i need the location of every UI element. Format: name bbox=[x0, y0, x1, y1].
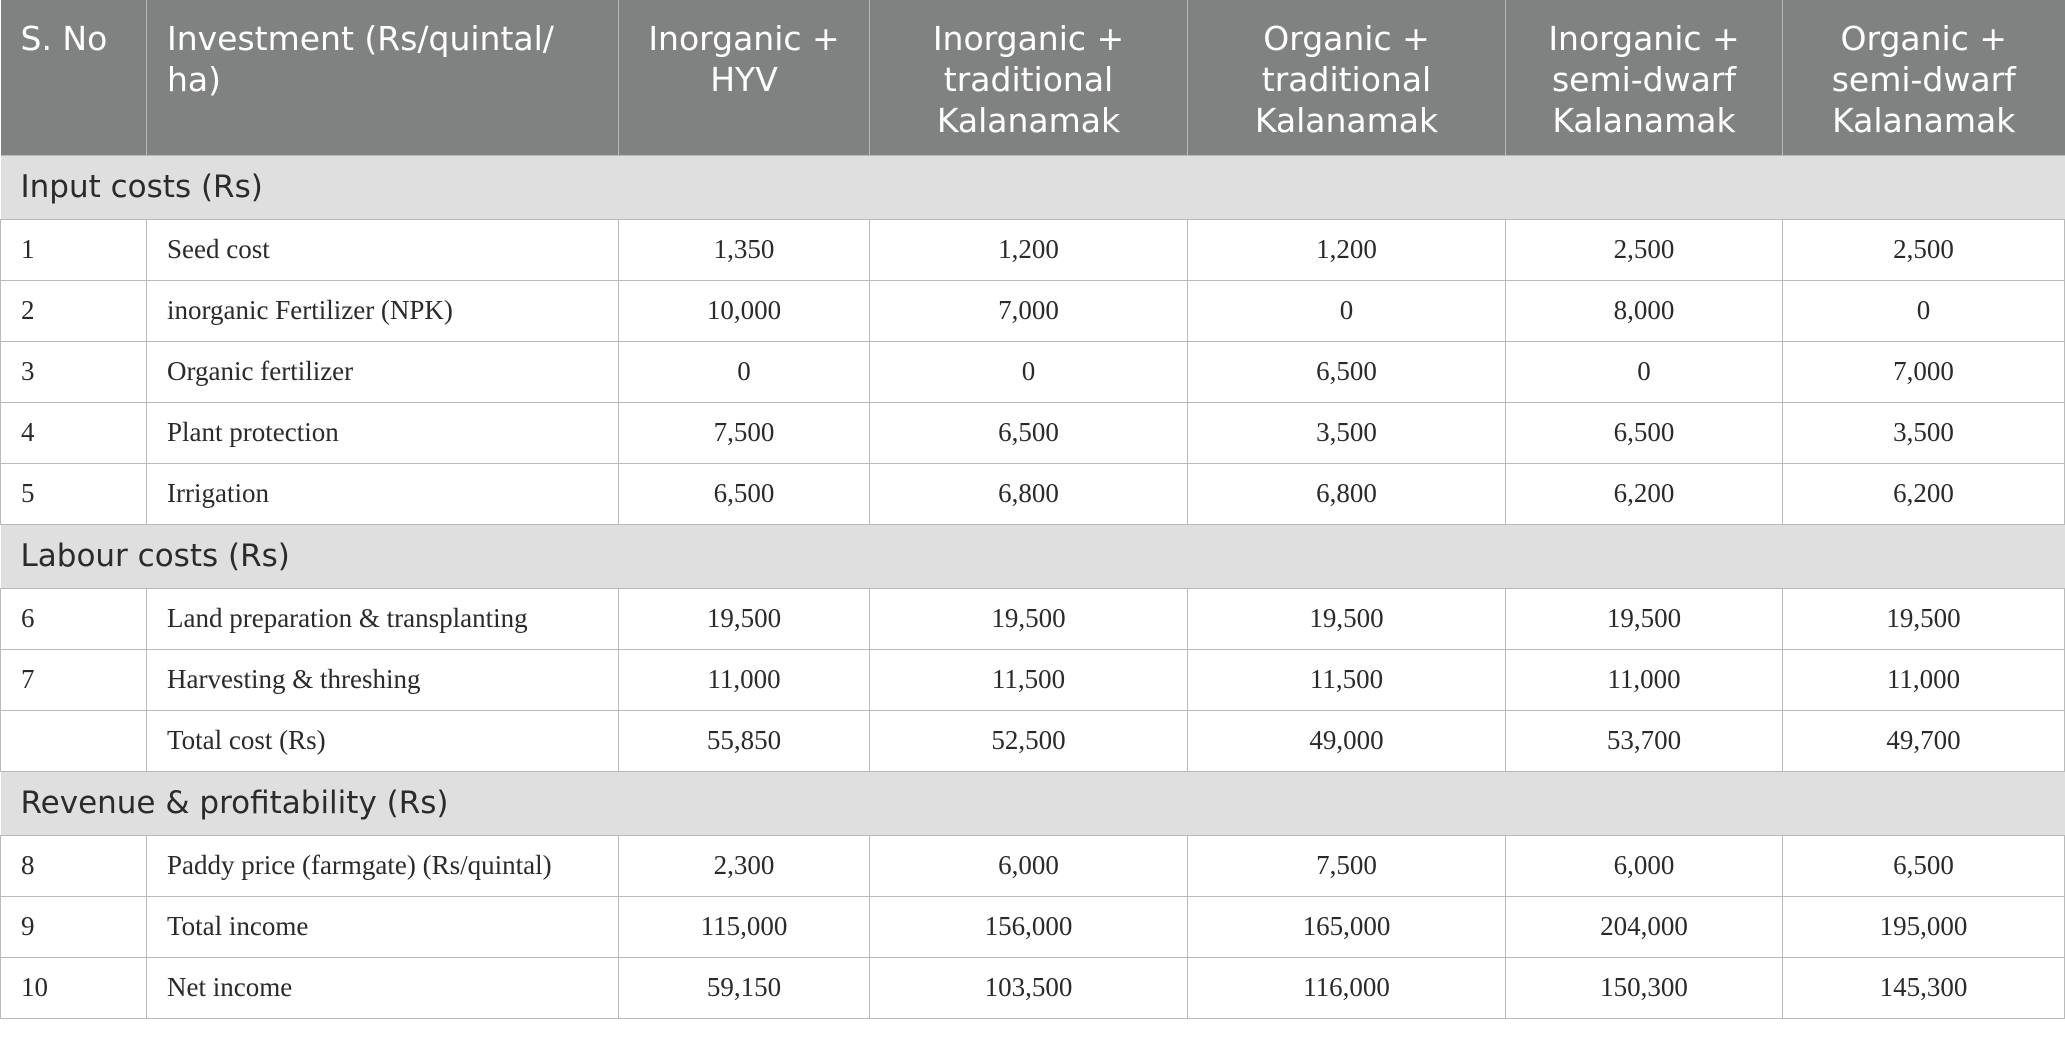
header-inorganic-semi-dwarf-kalanamak: Inorganic + semi-dwarf Kalanamak bbox=[1506, 0, 1783, 155]
table-row bbox=[1, 341, 2065, 402]
value-cell: 53,700 bbox=[1506, 710, 1783, 771]
value-cell: 49,000 bbox=[1188, 710, 1506, 771]
row-number: 4 bbox=[1, 402, 147, 463]
value-cell: 52,500 bbox=[870, 710, 1188, 771]
header-inorganic-traditional-kalanamak: Inorganic + traditional Kalanamak bbox=[870, 0, 1188, 155]
value-cell: 7,500 bbox=[1188, 835, 1506, 896]
table-row bbox=[1, 588, 2065, 649]
value-cell: 6,000 bbox=[1506, 835, 1783, 896]
value-cell: 10,000 bbox=[619, 280, 870, 341]
row-number: 2 bbox=[1, 280, 147, 341]
value-cell: 11,000 bbox=[1506, 649, 1783, 710]
row-label: inorganic Fertilizer (NPK) bbox=[147, 280, 619, 341]
value-cell: 1,200 bbox=[870, 219, 1188, 280]
value-cell: 6,800 bbox=[1188, 463, 1506, 524]
section-title: Input costs (Rs) bbox=[1, 155, 2065, 219]
table-row bbox=[1, 402, 2065, 463]
header-organic-traditional-kalanamak: Organic + traditional Kalanamak bbox=[1188, 0, 1506, 155]
value-cell: 6,500 bbox=[1188, 341, 1506, 402]
table-row bbox=[1, 219, 2065, 280]
value-cell: 204,000 bbox=[1506, 896, 1783, 957]
value-cell: 150,300 bbox=[1506, 957, 1783, 1018]
value-cell: 6,500 bbox=[1506, 402, 1783, 463]
value-cell: 11,500 bbox=[870, 649, 1188, 710]
row-label: Plant protection bbox=[147, 402, 619, 463]
row-label: Total income bbox=[147, 896, 619, 957]
value-cell: 6,200 bbox=[1506, 463, 1783, 524]
value-cell: 6,000 bbox=[870, 835, 1188, 896]
value-cell: 6,500 bbox=[1783, 835, 2065, 896]
value-cell: 19,500 bbox=[1506, 588, 1783, 649]
row-label: Harvesting & threshing bbox=[147, 649, 619, 710]
section-row bbox=[1, 771, 2065, 835]
row-number: 7 bbox=[1, 649, 147, 710]
value-cell: 3,500 bbox=[1783, 402, 2065, 463]
value-cell: 195,000 bbox=[1783, 896, 2065, 957]
value-cell: 103,500 bbox=[870, 957, 1188, 1018]
value-cell: 11,500 bbox=[1188, 649, 1506, 710]
row-label: Land preparation & transplanting bbox=[147, 588, 619, 649]
row-label: Irrigation bbox=[147, 463, 619, 524]
row-number: 6 bbox=[1, 588, 147, 649]
section-row bbox=[1, 155, 2065, 219]
value-cell: 1,200 bbox=[1188, 219, 1506, 280]
value-cell: 3,500 bbox=[1188, 402, 1506, 463]
value-cell: 165,000 bbox=[1188, 896, 1506, 957]
row-number: 9 bbox=[1, 896, 147, 957]
header-investment: Investment (Rs/quintal/ ha) bbox=[147, 0, 619, 155]
value-cell: 0 bbox=[1783, 280, 2065, 341]
table-row bbox=[1, 463, 2065, 524]
value-cell: 6,800 bbox=[870, 463, 1188, 524]
header-inorganic-hyv: Inorganic + HYV bbox=[619, 0, 870, 155]
value-cell: 6,200 bbox=[1783, 463, 2065, 524]
value-cell: 1,350 bbox=[619, 219, 870, 280]
table-body bbox=[1, 155, 2065, 1018]
table-row bbox=[1, 710, 2065, 771]
value-cell: 145,300 bbox=[1783, 957, 2065, 1018]
value-cell: 2,300 bbox=[619, 835, 870, 896]
row-label: Paddy price (farmgate) (Rs/quintal) bbox=[147, 835, 619, 896]
value-cell: 2,500 bbox=[1783, 219, 2065, 280]
value-cell: 59,150 bbox=[619, 957, 870, 1018]
value-cell: 49,700 bbox=[1783, 710, 2065, 771]
header-sno: S. No bbox=[1, 0, 147, 155]
table-row bbox=[1, 957, 2065, 1018]
row-label: Total cost (Rs) bbox=[147, 710, 619, 771]
value-cell: 55,850 bbox=[619, 710, 870, 771]
value-cell: 116,000 bbox=[1188, 957, 1506, 1018]
value-cell: 7,500 bbox=[619, 402, 870, 463]
table-row bbox=[1, 280, 2065, 341]
value-cell: 19,500 bbox=[1188, 588, 1506, 649]
section-row bbox=[1, 524, 2065, 588]
table-header bbox=[1, 0, 2065, 155]
row-number: 1 bbox=[1, 219, 147, 280]
value-cell: 0 bbox=[619, 341, 870, 402]
row-label: Seed cost bbox=[147, 219, 619, 280]
value-cell: 115,000 bbox=[619, 896, 870, 957]
value-cell: 8,000 bbox=[1506, 280, 1783, 341]
value-cell: 7,000 bbox=[1783, 341, 2065, 402]
value-cell: 0 bbox=[1506, 341, 1783, 402]
header-row bbox=[1, 0, 2065, 155]
value-cell: 11,000 bbox=[619, 649, 870, 710]
value-cell: 19,500 bbox=[1783, 588, 2065, 649]
value-cell: 7,000 bbox=[870, 280, 1188, 341]
row-label: Net income bbox=[147, 957, 619, 1018]
header-organic-semi-dwarf-kalanamak: Organic + semi-dwarf Kalanamak bbox=[1783, 0, 2065, 155]
row-label: Organic fertilizer bbox=[147, 341, 619, 402]
row-number: 8 bbox=[1, 835, 147, 896]
row-number bbox=[1, 710, 147, 771]
section-title: Labour costs (Rs) bbox=[1, 524, 2065, 588]
row-number: 10 bbox=[1, 957, 147, 1018]
section-title: Revenue & profitability (Rs) bbox=[1, 771, 2065, 835]
table-row bbox=[1, 896, 2065, 957]
value-cell: 0 bbox=[1188, 280, 1506, 341]
value-cell: 11,000 bbox=[1783, 649, 2065, 710]
value-cell: 0 bbox=[870, 341, 1188, 402]
value-cell: 6,500 bbox=[870, 402, 1188, 463]
row-number: 3 bbox=[1, 341, 147, 402]
table-row bbox=[1, 835, 2065, 896]
table-row bbox=[1, 649, 2065, 710]
value-cell: 19,500 bbox=[870, 588, 1188, 649]
value-cell: 19,500 bbox=[619, 588, 870, 649]
value-cell: 2,500 bbox=[1506, 219, 1783, 280]
value-cell: 156,000 bbox=[870, 896, 1188, 957]
value-cell: 6,500 bbox=[619, 463, 870, 524]
row-number: 5 bbox=[1, 463, 147, 524]
